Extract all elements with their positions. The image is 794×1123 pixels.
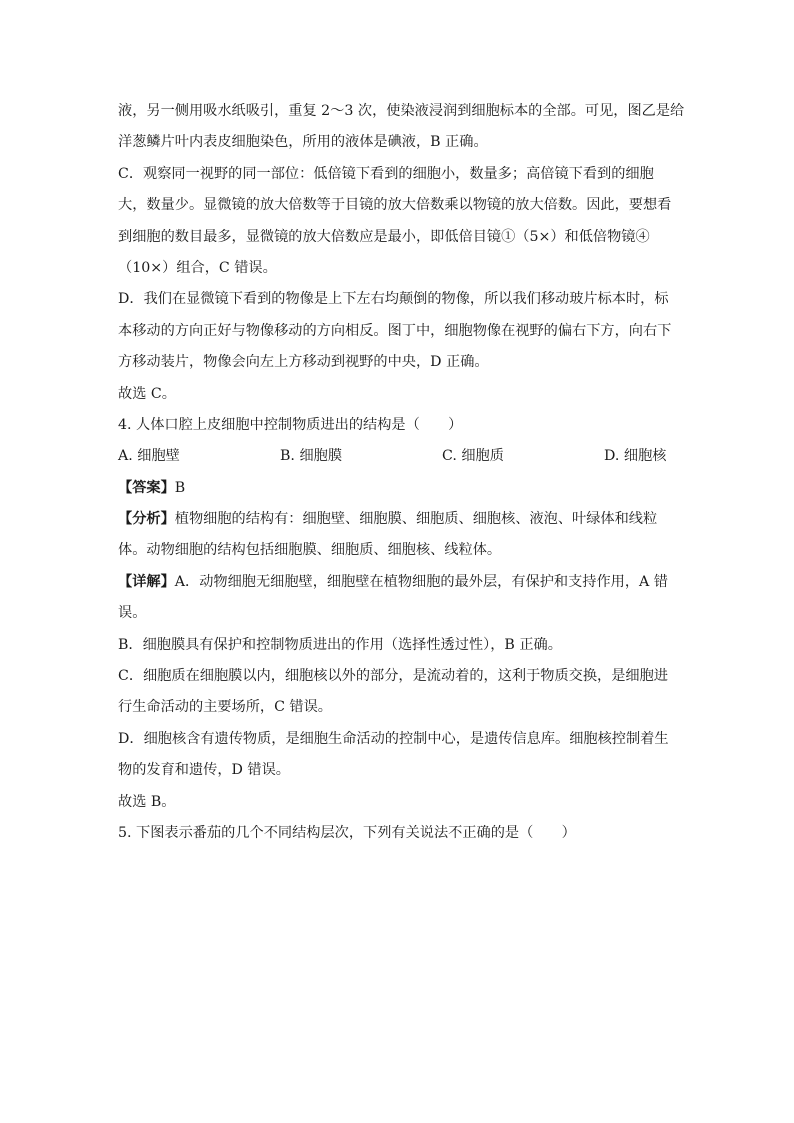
text-line: C．细胞质在细胞膜以内，细胞核以外的部分，是流动着的，这利于物质交换，是细胞进 (118, 668, 668, 685)
text-line: 行生命活动的主要场所，C 错误。 (118, 699, 332, 716)
text-line: 故选 B。 (118, 793, 176, 810)
text-line: B．细胞膜具有保护和控制物质进出的作用（选择性透过性），B 正确。 (118, 636, 562, 653)
question-4: 4. 人体口腔上皮细胞中控制物质进出的结构是（ ） (118, 416, 463, 433)
answer-line (118, 473, 678, 504)
text-line: 到细胞的数目最多，显微镜的放大倍数应是最小，即低倍目镜①（5×）和低倍物镜④ (118, 228, 650, 245)
text-line: D．我们在显微镜下看到的物像是上下左右均颠倒的物像，所以我们移动玻片标本时，标 (118, 291, 669, 308)
option-a: A. 细胞壁 (118, 448, 180, 465)
option-b: B. 细胞膜 (280, 448, 343, 465)
text-line: C．观察同一视野的同一部位：低倍镜下看到的细胞小，数量多；高倍镜下看到的细胞 (118, 165, 654, 182)
detail-text: A．动物细胞无细胞壁，细胞壁在植物细胞的最外层，有保护和支持作用，A 错 (174, 573, 668, 590)
text-line: D．细胞核含有遗传物质，是细胞生命活动的控制中心，是遗传信息库。细胞核控制着生 (118, 730, 669, 747)
analysis-text: 植物细胞的结构有：细胞壁、细胞膜、细胞质、细胞核、液泡、叶绿体和线粒 (174, 511, 658, 528)
detail-line (118, 567, 678, 598)
answer-value: B (174, 479, 186, 496)
analysis-label: 【分析】 (118, 511, 175, 528)
text-line: 大，数量少。显微镜的放大倍数等于目镜的放大倍数乘以物镜的放大倍数。因此，要想看 (118, 197, 672, 214)
question-4-options (118, 441, 678, 472)
text-line: 误。 (118, 605, 147, 622)
question-5: 5. 下图表示番茄的几个不同结构层次，下列有关说法不正确的是（ ） (118, 824, 576, 841)
text-line: （10×）组合，C 错误。 (118, 259, 277, 276)
option-d: D. 细胞核 (604, 448, 667, 465)
page-content (118, 96, 685, 849)
text-line: 洋葱鳞片叶内表皮细胞染色，所用的液体是碘液，B 正确。 (118, 134, 488, 151)
text-line: 物的发育和遗传，D 错误。 (118, 762, 290, 779)
analysis-line (118, 504, 678, 535)
text-line: 体。动物细胞的结构包括细胞膜、细胞质、细胞核、线粒体。 (118, 542, 502, 559)
answer-label: 【答案】 (118, 479, 175, 496)
option-c: C. 细胞质 (442, 448, 504, 465)
text-line: 故选 C。 (118, 385, 176, 402)
detail-label: 【详解】 (118, 573, 175, 590)
text-line: 本移动的方向正好与物像移动的方向相反。图丁中，细胞物像在视野的偏右下方，向右下 (118, 322, 672, 339)
text-line: 方移动装片，物像会向左上方移动到视野的中央，D 正确。 (118, 354, 489, 371)
text-line: 液，另一侧用吸水纸吸引，重复 2～3 次，使染液浸润到细胞标本的全部。可见，图乙是给 (118, 103, 685, 119)
